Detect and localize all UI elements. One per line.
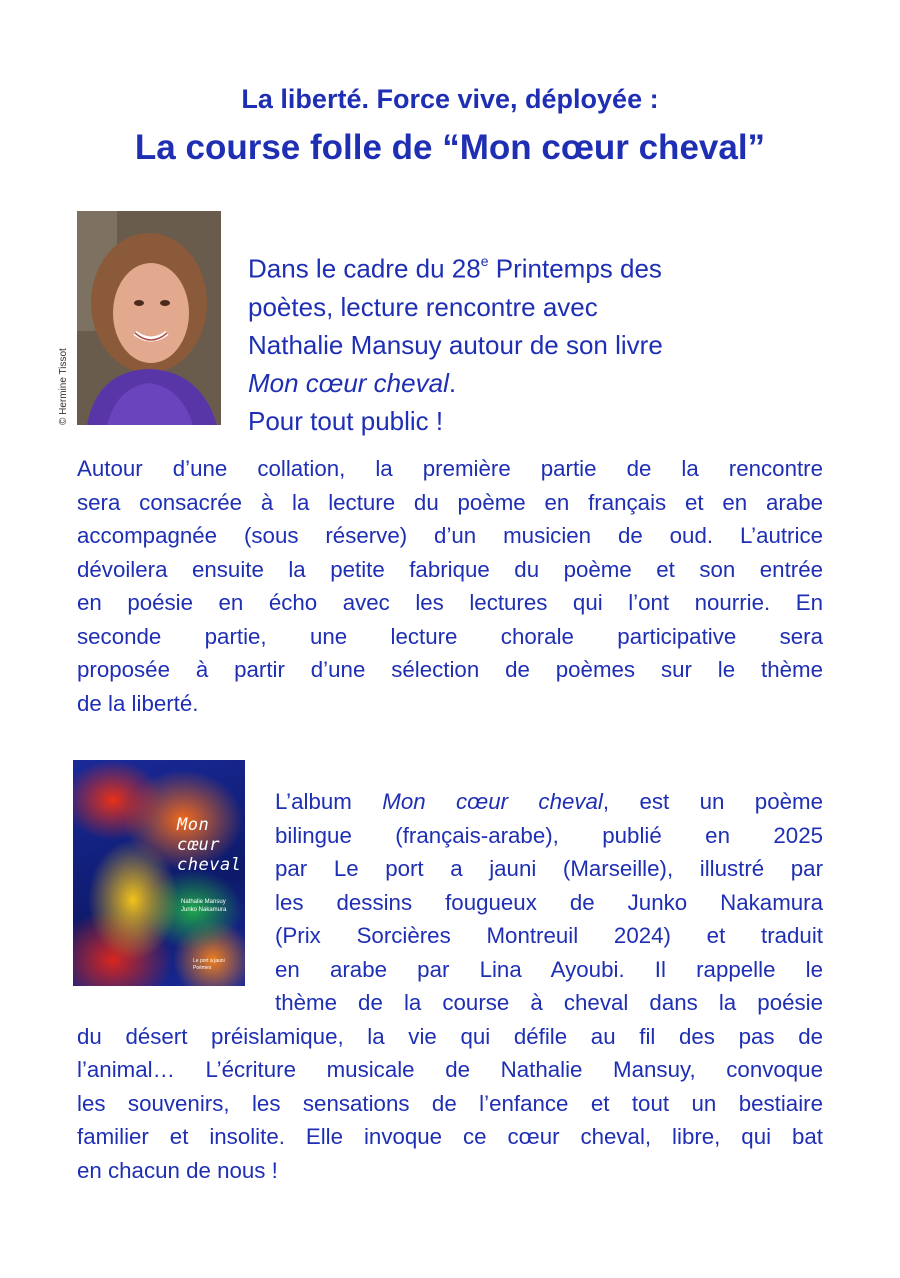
paragraph-line: accompagnée (sous réserve) d’un musicien de oud. L’autrice <box>77 523 823 548</box>
book-title: Mon cœur cheval <box>248 367 449 398</box>
intro-line-4: Mon cœur cheval. <box>248 367 457 398</box>
intro-line-3: Nathalie Mansuy autour de son livre <box>248 329 663 360</box>
cover-publisher: Le port a jauni Poèmes <box>193 958 225 971</box>
cover-authors: Nathalie Mansuy Junko Nakamura <box>181 899 227 913</box>
paragraph-line: dévoilera ensuite la petite fabrique du poème et son entrée <box>77 556 823 582</box>
paragraph-line: thème de la course à cheval dans la poésie <box>275 990 823 1015</box>
paragraph-line: en chacun de nous ! <box>77 1157 278 1183</box>
paragraph-line: proposée à partir d’une sélection de poèmes sur le thème <box>77 657 823 682</box>
paragraph-2 <box>77 785 823 1187</box>
paragraph-line: en poésie en écho avec les lectures qui l’ont nourrie. En <box>77 590 823 615</box>
paragraph-line: sera consacrée à la lecture du poème en français et en arabe <box>77 489 823 515</box>
heading-line-2: La course folle de “Mon cœur cheval” <box>134 128 766 167</box>
heading-line-1: La liberté. Force vive, déployée : <box>241 84 659 114</box>
paragraph-line: Autour d’une collation, la première partie de la rencontre <box>77 456 823 481</box>
intro-line-5: Pour tout public ! <box>248 405 444 436</box>
paragraph-line: bilingue (français-arabe), publié en 2025 <box>275 822 823 848</box>
paragraph-line: de la liberté. <box>77 690 199 716</box>
author-photo <box>77 211 221 425</box>
intro-line-2: poètes, lecture rencontre avec <box>248 291 598 322</box>
paragraph-line: les souvenirs, les sensations de l’enfance et tout un bestiaire <box>77 1090 823 1116</box>
paragraph-line: du désert préislamique, la vie qui défile au fil des pas de <box>77 1023 823 1049</box>
paragraph-line: les dessins fougueux de Junko Nakamura <box>275 889 823 915</box>
paragraph-line: L’album Mon cœur cheval, est un poème <box>275 789 823 814</box>
paragraph-line: seconde partie, une lecture chorale participative sera <box>77 623 823 649</box>
paragraph-line: l’animal… L’écriture musicale de Nathalie Mansuy, convoque <box>77 1057 823 1082</box>
book-title: Mon cœur cheval <box>382 789 603 814</box>
paragraph-1 <box>77 452 823 720</box>
paragraph-line: familier et insolite. Elle invoque ce cœur cheval, libre, qui bat <box>77 1124 823 1149</box>
photo-credit: © Hermine Tissot <box>58 348 69 425</box>
cover-title: Mon cœur cheval <box>177 815 242 875</box>
intro-text <box>248 244 828 440</box>
superscript-e: e <box>480 253 489 269</box>
paragraph-line: par Le port a jauni (Marseille), illustré par <box>275 856 823 881</box>
paragraph-line: en arabe par Lina Ayoubi. Il rappelle le <box>275 956 823 982</box>
intro-line-1: Dans le cadre du 28e Printemps des <box>248 253 662 284</box>
paragraph-line: (Prix Sorcières Montreuil 2024) et traduit <box>275 923 823 948</box>
